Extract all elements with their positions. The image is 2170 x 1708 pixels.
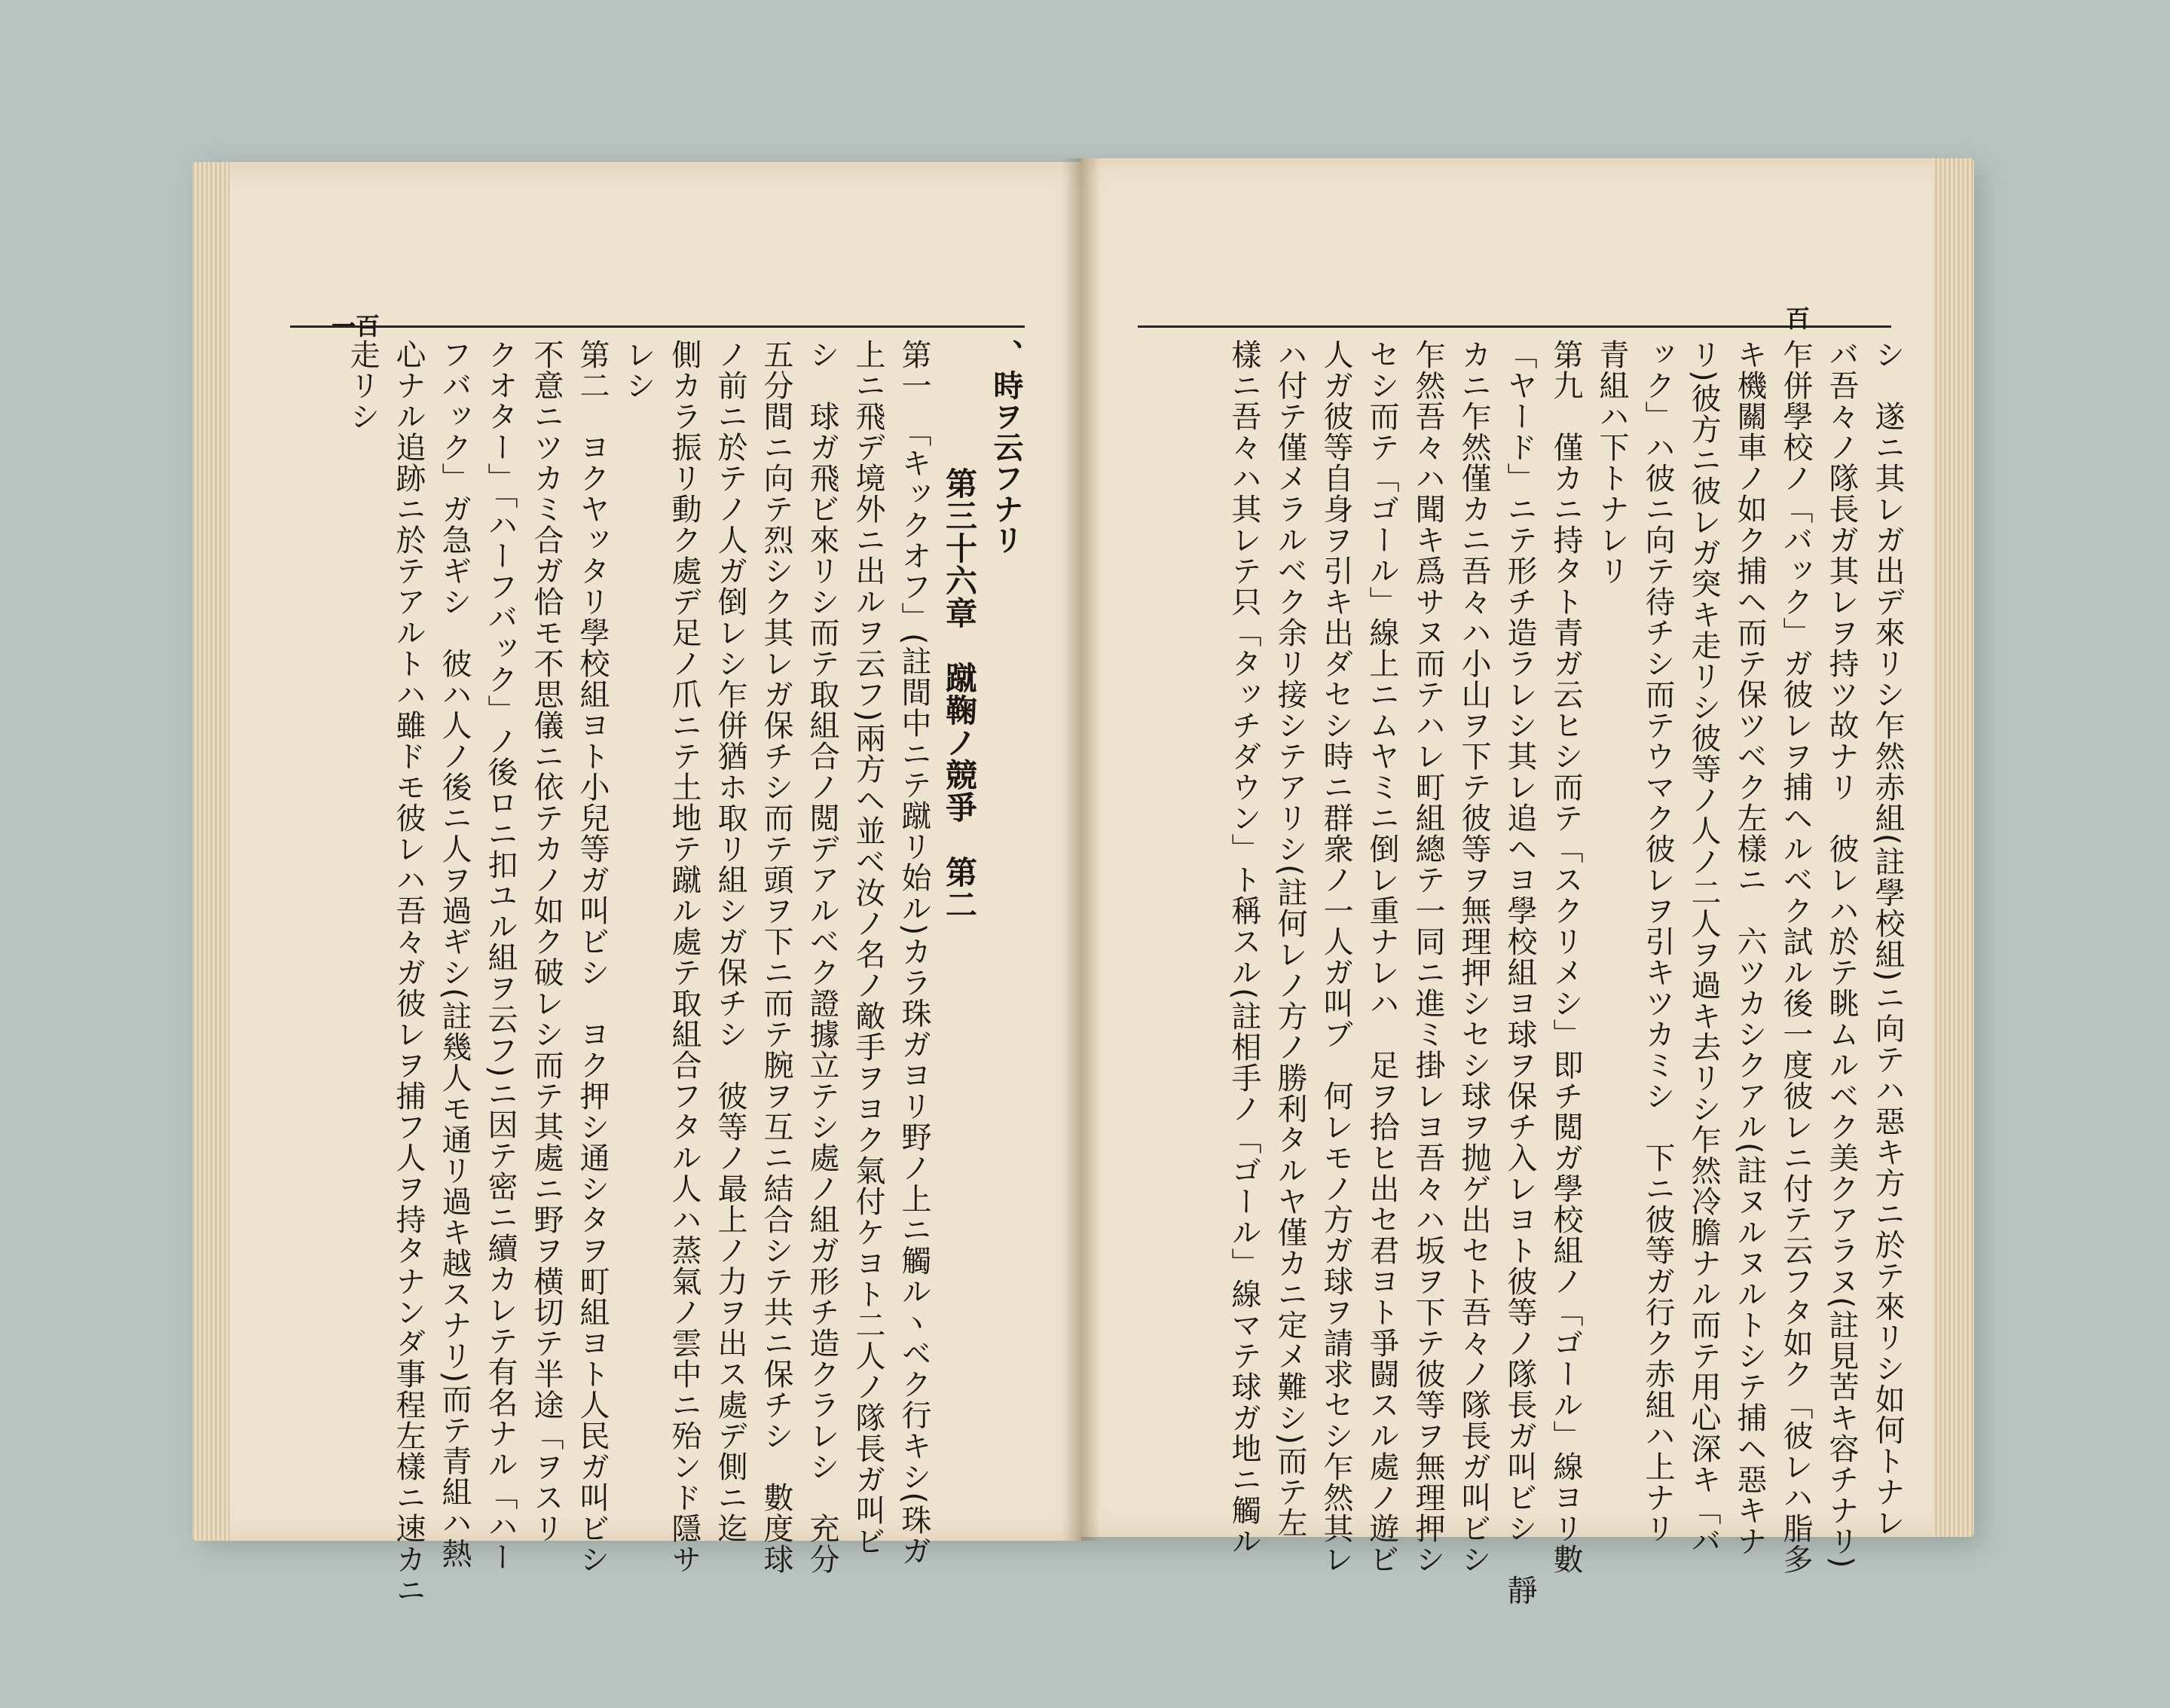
- left-page-number: 一百: [332, 312, 381, 341]
- text-column: 人ガ彼等自身ヲ引キ出ダセシ時ニ群衆ノ一人ガ叫ブ 何レモノ方ガ球ヲ請求セシ乍然其レ: [1319, 339, 1353, 1575]
- text-column: カニ乍然僅カニ吾々ハ小山ヲ下テ彼等ヲ無理押シセシ球ヲ抛ゲ出セト吾々ノ隊長ガ叫ビシ: [1456, 339, 1491, 1575]
- text-column: ノ前ニ於テノ人ガ倒レシ乍併猶ホ取リ組シガ保チシ 彼等ノ最上ノ力ヲ出ス處デ側ニ迄: [713, 339, 747, 1544]
- chapter-title: 第三十六章 蹴鞠ノ競爭 第二: [941, 467, 978, 921]
- text-column: ハ付テ僅メラルベク余リ接シテアリシ(註何レノ方ノ勝利タルヤ僅カニ定メ難シ)而テ左: [1273, 339, 1307, 1538]
- text-column: 乍併學校ノ「バック」ガ彼レヲ捕ヘルベク試ル後一度彼レニ付テ云フタ如ク「彼レハ脂多: [1778, 339, 1813, 1575]
- right-page-number: 百: [1786, 304, 1811, 333]
- text-column: 側カラ振リ動ク處デ足ノ爪ニテ土地テ蹴ル處テ取組合フタル人ハ蒸氣ノ雲中ニ殆ンド隱サ: [667, 339, 701, 1575]
- text-column: キ機關車ノ如ク捕ヘ而テ保ツベク左樣ニ 六ツカシクアル(註ヌルヌルトシテ捕ヘ惡キナ: [1732, 339, 1767, 1557]
- right-page-edge: [1933, 158, 1974, 1537]
- text-column: レシ: [621, 339, 656, 401]
- text-column: 樣ニ吾々ハ其レテ只「タッチダウン」ト稱スル(註相手ノ「ゴール」線マテ球ガ地ニ觸ル: [1227, 339, 1261, 1557]
- text-column: 不意ニツカミ合ガ恰モ不思儀ニ依テカノ如ク破レシ而テ其處ニ野ヲ横切テ半途「ヲスリ: [529, 339, 564, 1544]
- right-page-text: [1172, 339, 1910, 1606]
- text-column: セシ而テ「ゴール」線上ニムヤミニ倒レ重ナレハ 足ヲ拾ヒ出セ君ヨト爭闘スル處ノ遊ビ: [1365, 339, 1399, 1575]
- text-column: ック」ハ彼ニ向テ待チシ而テウマク彼レヲ引キツカミシ 下ニ彼等ガ行ク赤組ハ上ナリ: [1640, 339, 1675, 1544]
- left-header-rule: [290, 325, 1025, 328]
- text-column: クオター」「ハーフバック」ノ後ロニ扣ユル組ヲ云フ)ニ因テ密ニ續カレテ有名ナル「ハー: [483, 339, 518, 1572]
- text-column: リ)彼方ニ彼レガ突キ走リシ彼等ノ人ノ二人ヲ過キ去リシ乍然冷膽ナル而テ用心深キ「バ: [1686, 339, 1721, 1557]
- text-column: 「ヤード」ニテ形チ造ラレシ其レ追ヘヨ學校組ヨ球ヲ保チ入レヨト彼等ノ隊長ガ叫ビシ 靜: [1502, 339, 1537, 1606]
- text-column: 青組ハ下トナレリ: [1594, 339, 1629, 586]
- right-header-rule: [1138, 325, 1891, 328]
- text-column: 第九 僅カニ持タト青ガ云ヒシ而テ「スクリメシ」即チ閲ガ學校組ノ「ゴール」線ヨリ數: [1548, 339, 1583, 1575]
- book-gutter: [1062, 158, 1100, 1541]
- text-column: 走リシ: [345, 339, 380, 432]
- text-column: 上ニ飛デ境外ニ出ルヲ云フ)兩方ヘ並ベ汝ノ名ノ敵手ヲヨク氣付ケヨト二人ノ隊長ガ叫ビ: [851, 339, 885, 1557]
- text-column: シ 遂ニ其レガ出デ來リシ乍然赤組(註學校組)ニ向テハ惡キ方ニ於テ來リシ如何トナレ: [1870, 339, 1905, 1538]
- text-column: 、時ヲ云フナリ: [989, 339, 1023, 555]
- text-column: 心ナル追跡ニ於テアルトハ雖ドモ彼レハ吾々ガ彼レヲ捕フ人ヲ持タナンダ事程左樣ニ速カニ: [391, 339, 426, 1606]
- text-column: 乍然吾々ハ聞キ爲サヌ而テハレ町組總テ一同ニ進ミ掛レヨ吾々ハ坂ヲ下テ彼等ヲ無理押シ: [1410, 339, 1445, 1575]
- left-page-text: [283, 339, 1028, 1606]
- text-column: フバック」ガ急ギシ 彼ハ人ノ後ニ人ヲ過ギシ(註幾人モ通リ過キ越スナリ)而テ青組ハ熱: [437, 339, 472, 1569]
- text-column: 五分間ニ向テ烈シク其レガ保チシ而テ頭ヲ下ニ而テ腕ヲ互ニ結合シテ共ニ保チシ 數度球: [759, 339, 793, 1575]
- left-page-edge: [192, 162, 230, 1541]
- text-column: 第一 「キックオフ」(註間中ニテ蹴リ始ル)カラ珠ガヨリ野ノ上ニ觸ルヽベク行キシ(珠ガ: [897, 339, 931, 1566]
- text-column: 第二 ヨクヤッタリ學校組ヨト小兒等ガ叫ビシ ヨク押シ通シタヲ町組ヨト人民ガ叫ビシ: [575, 339, 610, 1575]
- text-column: バ吾々ノ隊長ガ其レヲ持ツ故ナリ 彼レハ於テ眺ムルベク美クアラヌ(註見苦キ容チナリ): [1824, 339, 1859, 1569]
- text-column: シ 球ガ飛ビ來リシ而テ取組合ノ閲デアルベク證據立テシ處ノ組ガ形チ造クラレシ 充分: [805, 339, 839, 1575]
